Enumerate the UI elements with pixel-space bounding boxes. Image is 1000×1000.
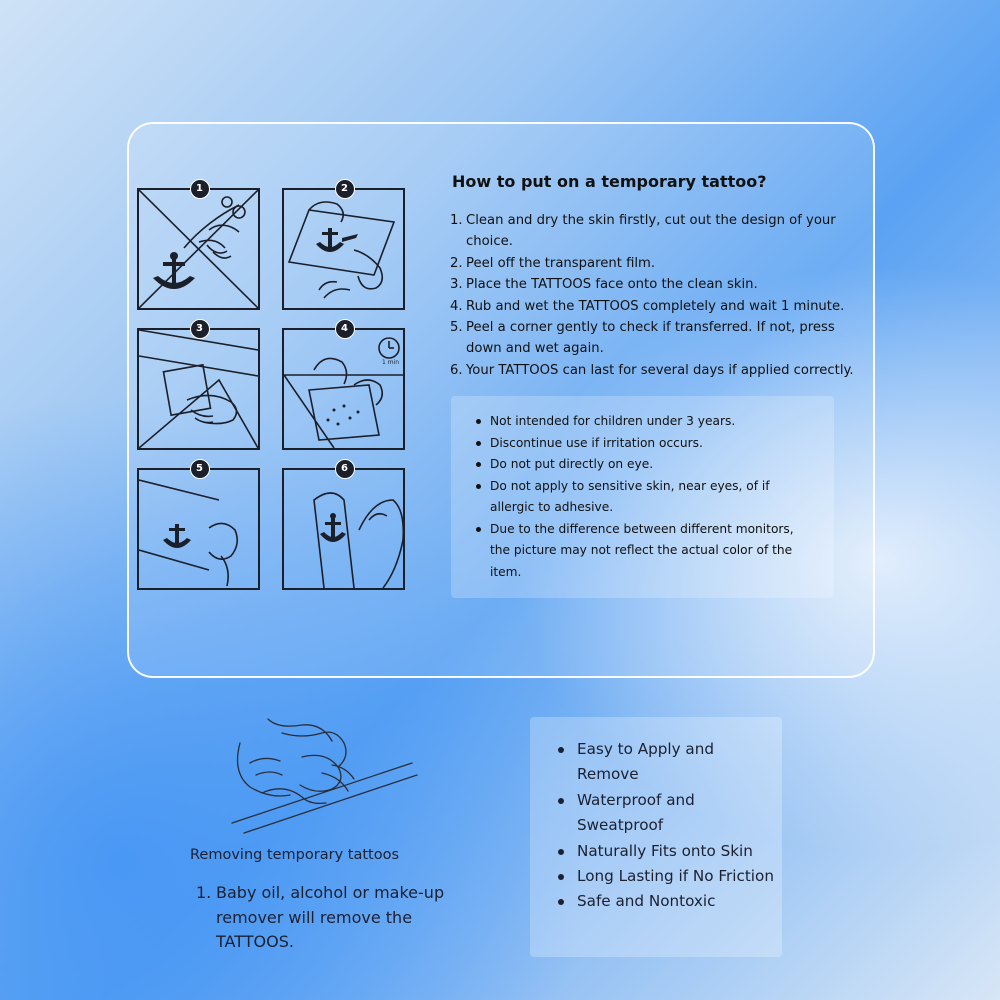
step-4-illustration	[282, 323, 405, 450]
step-text: Your TATTOOS can last for several days if applied correctly.	[466, 362, 854, 378]
step-2-illustration	[282, 183, 405, 310]
place-tattoo-icon	[139, 330, 258, 448]
list-item	[450, 317, 870, 360]
list-item: Easy to Apply and Remove	[554, 737, 774, 788]
peel-film-icon	[284, 190, 403, 308]
list-item: Naturally Fits onto Skin	[554, 839, 774, 864]
step-number: 1.	[196, 883, 212, 902]
step-1-illustration	[137, 183, 260, 310]
howto-title: How to put on a temporary tattoo?	[452, 172, 767, 191]
step-text: Clean and dry the skin firstly, cut out the design of your choice.	[466, 213, 836, 250]
step-5-illustration	[137, 463, 260, 590]
list-item: Not intended for children under 3 years.	[473, 411, 813, 433]
list-item	[450, 253, 870, 274]
list-item: Discontinue use if irritation occurs.	[473, 433, 813, 455]
list-item	[450, 274, 870, 295]
list-item: Do not put directly on eye.	[473, 454, 813, 476]
list-item	[450, 210, 870, 253]
list-item: Waterproof and Sweatproof	[554, 788, 774, 839]
step-text: Rub and wet the TATTOOS completely and wait 1 minute.	[466, 298, 845, 314]
step-text: Baby oil, alcohol or make-up remover will remove the TATTOOS.	[216, 883, 445, 951]
list-item: Do not apply to sensitive skin, near eyes, of if allergic to adhesive.	[473, 476, 813, 519]
step-6-illustration	[282, 463, 405, 590]
clock-label: 1 min	[382, 359, 400, 366]
removal-title: Removing temporary tattoos	[190, 847, 399, 863]
step-3-illustration	[137, 323, 260, 450]
step-text: Place the TATTOOS face onto the clean skin.	[466, 277, 758, 293]
howto-steps-list	[450, 210, 870, 381]
step-number-badge: 1	[190, 179, 210, 199]
removal-steps-list	[196, 881, 456, 955]
step-text: Peel a corner gently to check if transferred. If not, press down and wet again.	[466, 320, 835, 357]
list-item	[450, 296, 870, 317]
list-item	[196, 881, 456, 955]
warnings-list	[473, 411, 813, 583]
step-number: 1.	[450, 213, 463, 228]
list-item: Long Lasting if No Friction	[554, 864, 774, 889]
features-list	[554, 737, 774, 915]
step-number-badge: 6	[335, 459, 355, 479]
list-item: Due to the difference between different monitors, the picture may not reflect the actual color of the item.	[473, 519, 813, 584]
step-number-badge: 2	[335, 179, 355, 199]
step-number: 6.	[450, 362, 463, 378]
step-number: 2.	[450, 255, 463, 271]
peel-corner-icon	[139, 470, 258, 588]
step-number: 3.	[450, 277, 463, 293]
list-item: Safe and Nontoxic	[554, 889, 774, 914]
list-item	[450, 360, 870, 381]
step-number-badge: 3	[190, 319, 210, 339]
cut-design-icon	[139, 190, 258, 308]
step-number-badge: 4	[335, 319, 355, 339]
rub-and-wet-icon	[284, 330, 403, 448]
step-text: Peel off the transparent film.	[466, 255, 656, 271]
step-number-badge: 5	[190, 459, 210, 479]
finished-tattoo-icon	[284, 470, 403, 588]
step-number: 4.	[450, 298, 463, 314]
removal-hand-icon	[222, 713, 422, 838]
step-number: 5.	[450, 320, 463, 336]
